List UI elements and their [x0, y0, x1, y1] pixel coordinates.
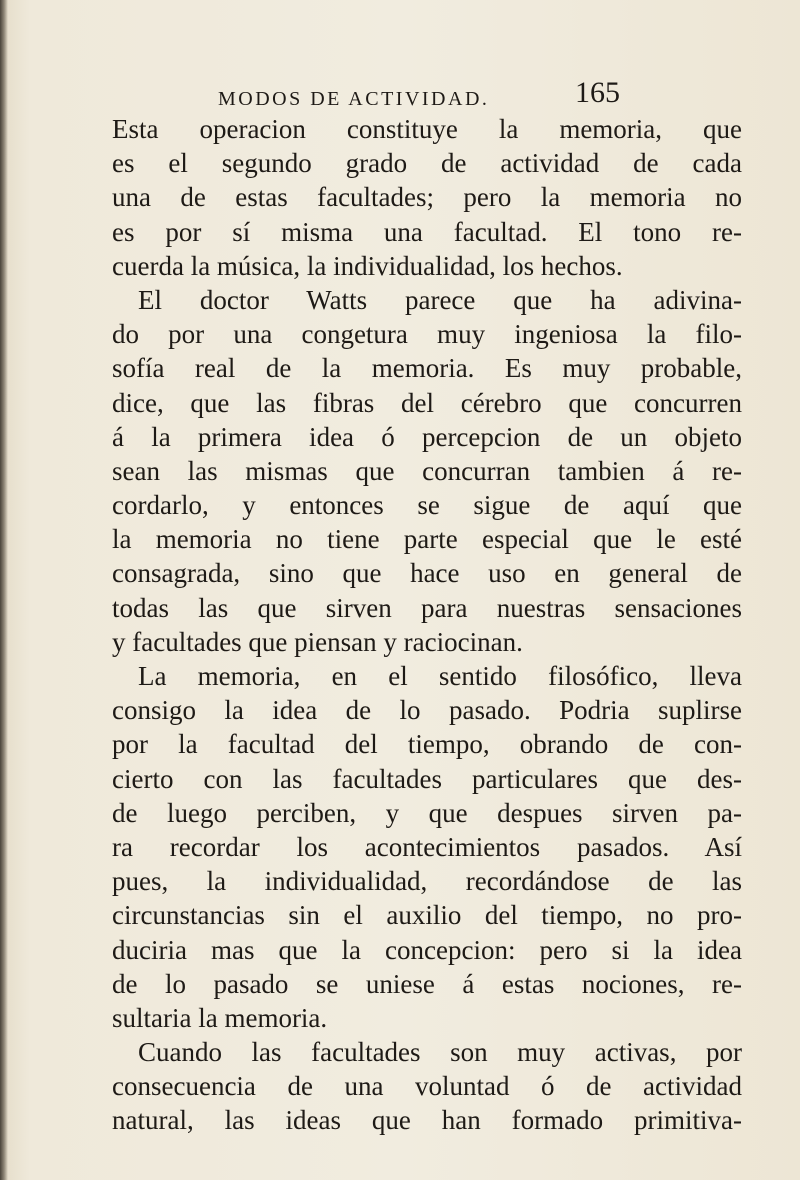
text-line: dice, que las fibras del cérebro que concurren	[112, 387, 742, 418]
text-line: consagrada, sino que hace uso en general de	[112, 558, 742, 589]
text-line: cuerda la música, la individualidad, los hechos.	[112, 250, 623, 281]
text-line: El doctor Watts parece que ha adivina-	[138, 284, 742, 315]
text-line: de lo pasado se uniese á estas nociones, re-	[112, 968, 742, 999]
body-text	[112, 112, 742, 1138]
text-line: pues, la individualidad, recordándose de las	[112, 866, 742, 897]
text-line: y facultades que piensan y raciocinan.	[112, 626, 523, 657]
text-line: sofía real de la memoria. Es muy probable,	[112, 353, 742, 384]
text-line: consigo la idea de lo pasado. Podria suplirse	[112, 695, 742, 726]
text-line: cordarlo, y entonces se sigue de aquí que	[112, 490, 742, 521]
text-line: sean las mismas que concurran tambien á re-	[112, 455, 742, 486]
text-line: Cuando las facultades son muy activas, por	[138, 1037, 742, 1068]
text-line: Esta operacion constituye la memoria, que	[112, 114, 742, 144]
text-line: duciria mas que la concepcion: pero si la idea	[112, 934, 742, 965]
text-line: á la primera idea ó percepcion de un objeto	[112, 421, 742, 452]
text-line: por la facultad del tiempo, obrando de con-	[112, 729, 742, 760]
text-line: ra recordar los acontecimientos pasados. Así	[112, 831, 742, 862]
text-line: circunstancias sin el auxilio del tiempo, no pro-	[112, 900, 742, 931]
text-line: es el segundo grado de actividad de cada	[112, 148, 742, 179]
running-title: MODOS DE ACTIVIDAD.	[218, 88, 490, 110]
text-line: la memoria no tiene parte especial que le esté	[112, 524, 742, 555]
running-head	[100, 70, 755, 114]
text-line: cierto con las facultades particulares que des-	[112, 763, 742, 794]
text-line: La memoria, en el sentido filosófico, lleva	[138, 661, 742, 691]
text-line: sultaria la memoria.	[112, 1002, 328, 1033]
text-line: consecuencia de una voluntad ó de actividad	[112, 1071, 742, 1102]
text-line: natural, las ideas que han formado primitiva-	[112, 1105, 742, 1136]
page-spine-edge	[0, 0, 8, 1180]
page-number: 165	[575, 76, 620, 109]
text-line: de luego perciben, y que despues sirven pa-	[112, 797, 742, 828]
text-line: es por sí misma una facultad. El tono re-	[112, 216, 742, 247]
text-line: una de estas facultades; pero la memoria no	[112, 182, 742, 213]
text-line: do por una congetura muy ingeniosa la filo-	[112, 319, 742, 350]
text-line: todas las que sirven para nuestras sensaciones	[112, 592, 742, 623]
